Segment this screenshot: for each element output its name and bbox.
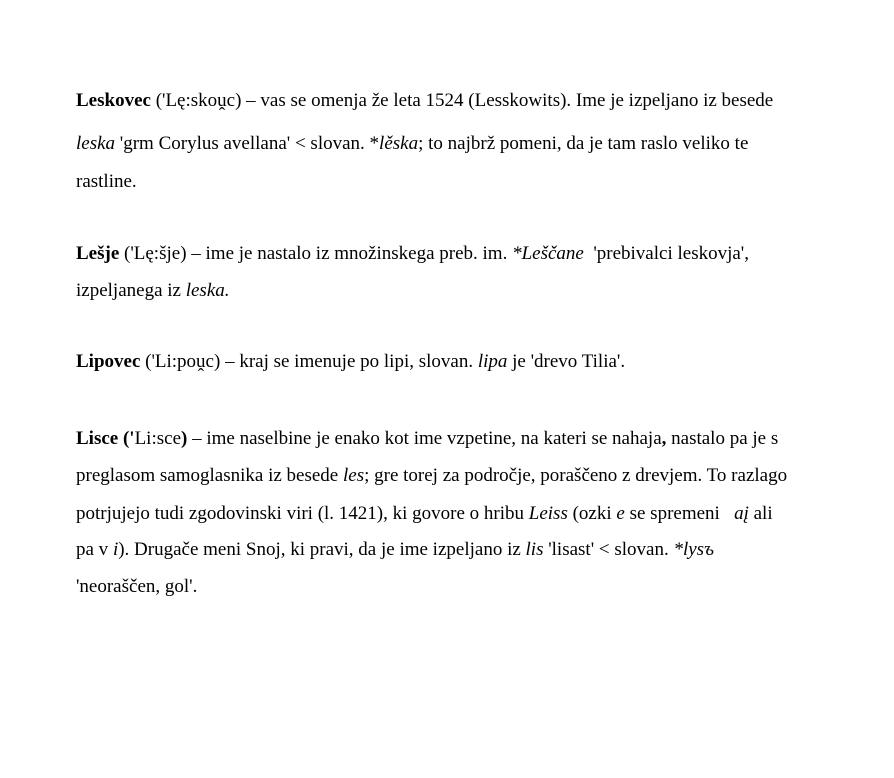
text-run: potrjujejo tudi zgodovinski viri (l. 1421), ki govore o hribu <box>76 503 529 524</box>
entry-line <box>76 280 230 302</box>
text-run: – ime naselbine je enako kot ime vzpetine, na kateri se nahaja <box>187 428 662 449</box>
text-run: ('Lę:skoṷc) – vas se omenja že leta 1524 (Lesskowits). Ime je izpeljano iz besede <box>150 90 774 111</box>
headword: Lipovec <box>76 351 141 372</box>
entry-line <box>76 90 773 112</box>
text-run: Li:sce <box>134 428 182 449</box>
entry-line <box>76 171 137 193</box>
text-run: ('Lę:šje) – ime je nastalo iz množinskega preb. im. <box>119 243 513 264</box>
entry-line <box>76 539 714 561</box>
text-run: preglasom samoglasnika iz besede <box>76 465 343 486</box>
italic-term: leska <box>76 133 116 154</box>
text-run: ali <box>748 503 773 524</box>
text-run: 'lisast' < slovan. <box>543 539 674 560</box>
italic-term: les <box>342 465 365 486</box>
text-run: ; gre torej za področje, poraščeno z drevjem. To razlago <box>364 465 788 486</box>
italic-term: leska. <box>185 280 230 301</box>
headword: Leskovec <box>76 90 151 111</box>
italic-term: lis <box>525 539 544 560</box>
headword: Lešje <box>76 243 120 264</box>
text-run: 'prebivalci leskovja', <box>583 243 749 264</box>
text-run: (ozki <box>567 503 617 524</box>
text-run: ). Drugače meni Snoj, ki pravi, da je ime izpeljano iz <box>118 539 526 560</box>
text-run: ; to najbrž pomeni, da je tam raslo veliko te <box>418 133 749 154</box>
text-run: ('Li:poṷc) – kraj se imenuje po lipi, slovan. <box>140 351 478 372</box>
text-run: 'neoraščen, gol'. <box>76 576 198 597</box>
italic-term: i <box>112 539 119 560</box>
italic-term: *Leščane <box>512 243 584 264</box>
italic-term: *lysъ <box>673 539 714 560</box>
headword: Lisce (' <box>76 428 135 449</box>
text-run: 'grm Corylus avellana' < slovan. * <box>115 133 380 154</box>
bold-run: , <box>661 428 667 449</box>
entry-line <box>76 243 749 265</box>
entry-line <box>76 503 773 525</box>
text-run: rastline. <box>76 171 137 192</box>
italic-term: Leiss <box>528 503 568 524</box>
italic-term: lěska <box>379 133 419 154</box>
text-run: je 'drevo Tilia'. <box>507 351 626 372</box>
text-run: izpeljanega iz <box>76 280 186 301</box>
entry-line <box>76 576 197 598</box>
italic-term: e <box>616 503 625 524</box>
italic-term: aį <box>734 503 749 524</box>
entry-line <box>76 428 778 450</box>
text-run: se spremeni <box>624 503 735 524</box>
bold-run: ) <box>181 428 188 449</box>
entry-line <box>76 351 625 373</box>
text-run: nastalo pa je s <box>666 428 779 449</box>
entry-line <box>76 133 748 155</box>
italic-term: lipa <box>477 351 508 372</box>
entry-line <box>76 465 787 487</box>
text-run: pa v <box>76 539 113 560</box>
